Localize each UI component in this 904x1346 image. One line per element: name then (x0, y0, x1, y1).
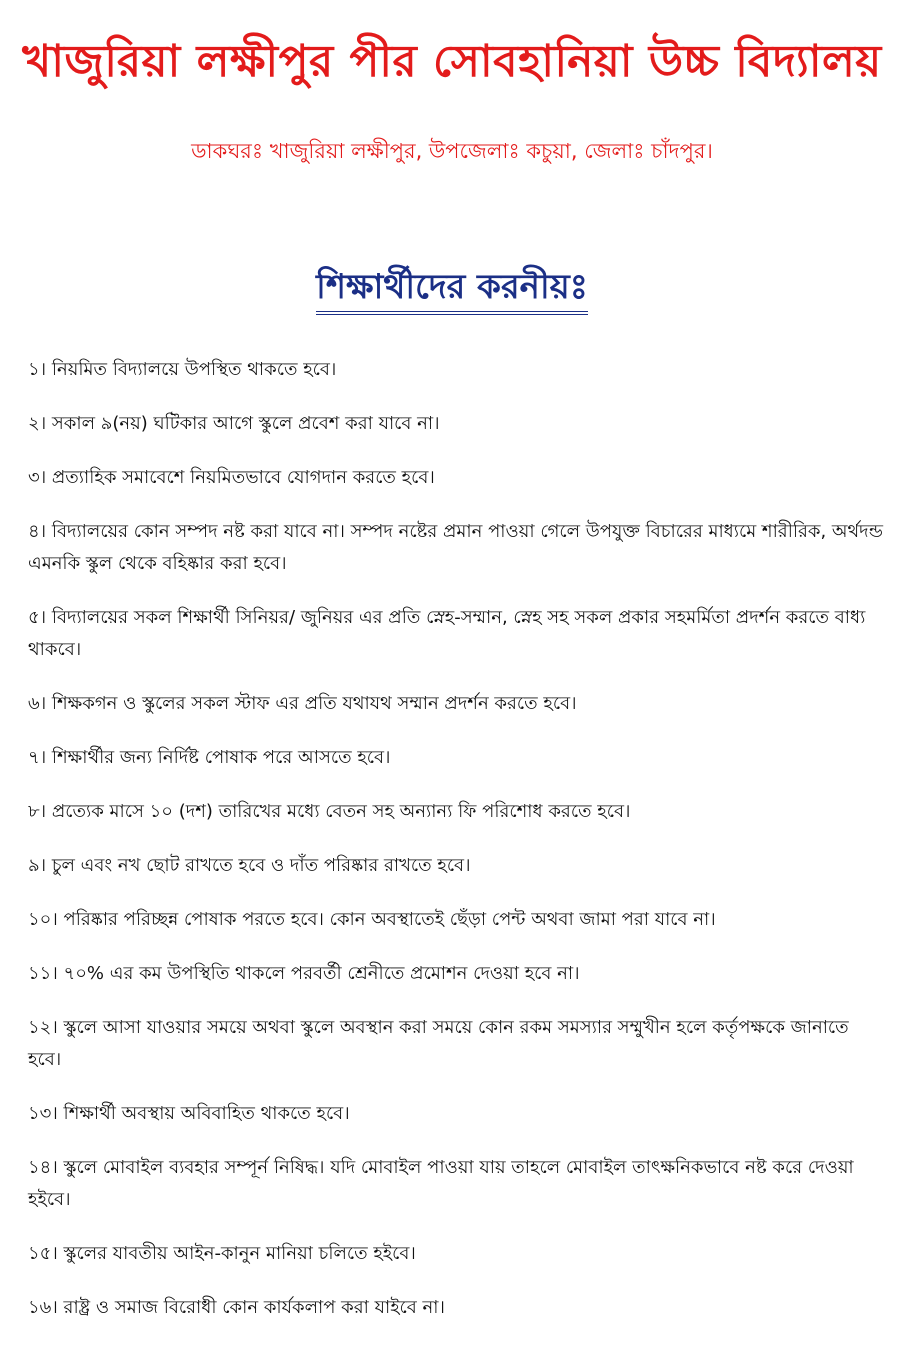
rule-item: ৬। শিক্ষকগন ও স্কুলের সকল স্টাফ এর প্রতি যথাযথ সম্মান প্রদর্শন করতে হবে। (28, 693, 577, 714)
rule-item: ১৪। স্কুলে মোবাইল ব্যবহার সম্পূর্ন নিষিদ্ধ। যদি মোবাইল পাওয়া যায় তাহলে মোবাইল তাৎক্ষনিকভাবে নষ্ট করে দেওয়া হইবে। (28, 1157, 854, 1210)
rule-item: ৫। বিদ্যালয়ের সকল শিক্ষার্থী সিনিয়র/ জুনিয়র এর প্রতি স্নেহ-সম্মান, স্নেহ সহ সকল প্রকার সহমর্মিতা প্রদর্শন করতে বাধ্য থাকবে। (28, 607, 866, 660)
rule-item: ২। সকাল ৯(নয়) ঘটিকার আগে স্কুলে প্রবেশ করা যাবে না। (28, 413, 440, 434)
rule-item: ১০। পরিষ্কার পরিচ্ছন্ন পোষাক পরতে হবে। কোন অবস্থাতেই ছেঁড়া পেন্ট অথবা জামা পরা যাবে না। (28, 909, 716, 930)
rule-item: ৭। শিক্ষার্থীর জন্য নির্দিষ্ট পোষাক পরে আসতে হবে। (28, 747, 391, 768)
rule-item: ১১। ৭০% এর কম উপস্থিতি থাকলে পরবর্তী শ্রেনীতে প্রমোশন দেওয়া হবে না। (28, 963, 580, 984)
rule-item: ৯। চুল এবং নখ ছোট রাখতে হবে ও দাঁত পরিষ্কার রাখতে হবে। (28, 855, 471, 876)
section-heading (0, 266, 904, 315)
rule-item: ১৫। স্কুলের যাবতীয় আইন-কানুন মানিয়া চলিতে হইবে। (28, 1243, 416, 1264)
rule-item: ১৬। রাষ্ট্র ও সমাজ বিরোধী কোন কার্যকলাপ করা যাইবে না। (28, 1297, 445, 1318)
rule-item: ১। নিয়মিত বিদ্যালয়ে উপস্থিত থাকতে হবে। (28, 359, 337, 380)
rule-item: ৮। প্রত্যেক মাসে ১০ (দশ) তারিখের মধ্যে বেতন সহ অন্যান্য ফি পরিশোধ করতে হবে। (28, 801, 631, 822)
rule-item: ৪। বিদ্যালয়ের কোন সম্পদ নষ্ট করা যাবে না। সম্পদ নষ্টের প্রমান পাওয়া গেলে উপযুক্ত বিচারের মাধ্যমে শারীরিক, অর্থদন্ড এমনকি স্কুল থেকে বহিষ্কার করা হবে। (28, 521, 884, 574)
rule-item: ১৩। শিক্ষার্থী অবস্থায় অবিবাহিত থাকতে হবে। (28, 1103, 350, 1124)
rule-item: ১২। স্কুলে আসা যাওয়ার সময়ে অথবা স্কুলে অবস্থান করা সময়ে কোন রকম সমস্যার সম্মুখীন হলে কর্তৃপক্ষকে জানাতে হবে। (28, 1017, 849, 1070)
section-title: শিক্ষার্থীদের করনীয়ঃ (316, 266, 588, 315)
rules-list (28, 354, 884, 1346)
rule-item: ৩। প্রত্যাহিক সমাবেশে নিয়মিতভাবে যোগদান করতে হবে। (28, 467, 435, 488)
school-name: খাজুরিয়া লক্ষীপুর পীর সোবহানিয়া উচ্চ বিদ্যালয় (22, 36, 882, 87)
school-address: ডাকঘরঃ খাজুরিয়া লক্ষীপুর, উপজেলাঃ কচুয়া, জেলাঃ চাঁদপুর। (191, 139, 713, 163)
